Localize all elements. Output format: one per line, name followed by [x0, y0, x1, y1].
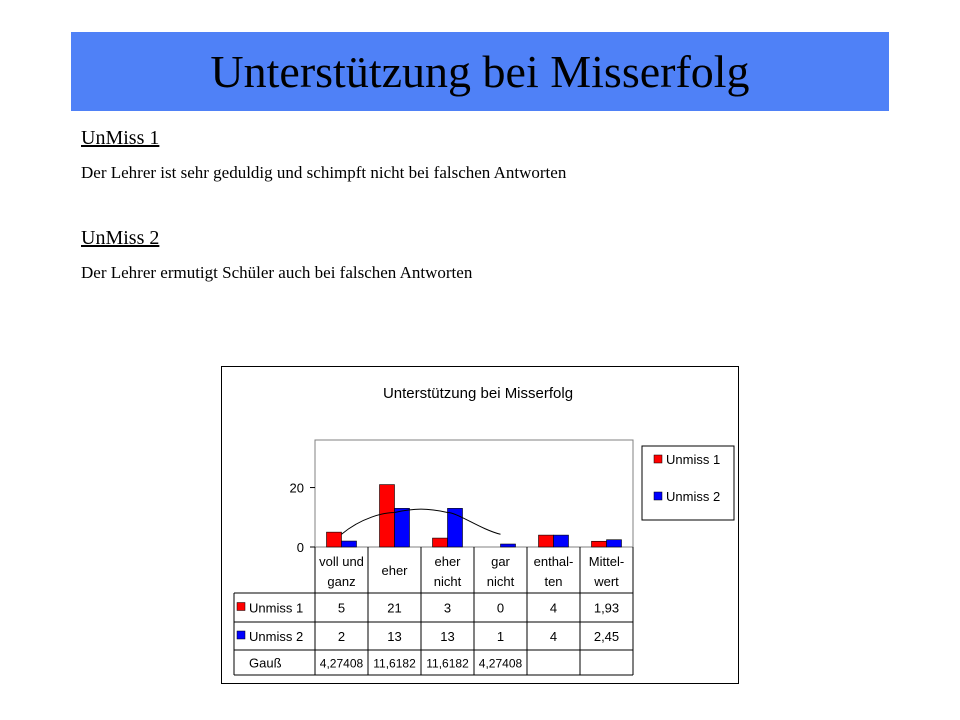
- bar-1-1: [327, 532, 342, 547]
- table-gauss-label: Gauß: [249, 655, 282, 671]
- table-legend-key-1: [237, 603, 245, 611]
- chart-svg: [222, 367, 738, 683]
- table-value-2-2: 13: [387, 629, 402, 644]
- table-value-1-4: 0: [496, 600, 505, 616]
- table-value-2-4: 1: [496, 629, 505, 644]
- bar-1-3: [433, 538, 448, 547]
- bar-2-4: [501, 544, 516, 547]
- bar-2-6: [607, 540, 622, 547]
- table-value-1-6: 1,93: [593, 600, 620, 616]
- table-series-label-1: Unmiss 1: [249, 600, 304, 616]
- bar-2-5: [554, 535, 569, 547]
- category-label-6-line1: Mittel-: [588, 554, 625, 569]
- item-2-text: Der Lehrer ermutigt Schüler auch bei falschen Antworten: [81, 263, 473, 282]
- category-label-4-line1: gar: [491, 554, 510, 569]
- category-label-3-line1: eher: [434, 554, 461, 569]
- category-label-6-line2: wert: [594, 574, 619, 589]
- table-value-1-5: 4: [549, 600, 558, 616]
- category-label-1-line2: ganz: [327, 574, 356, 589]
- bar-2-2: [395, 508, 410, 547]
- slide-title: Unterstützung bei Misserfolg: [210, 46, 750, 97]
- table-legend-key-2: [237, 631, 245, 639]
- item-2-label: UnMiss 2: [81, 227, 160, 249]
- table-value-2-3: 13: [440, 629, 455, 644]
- legend-label-2: Unmiss 2: [666, 489, 721, 504]
- table-value-1-1: 5: [337, 600, 346, 616]
- category-label-4-line2: nicht: [486, 574, 515, 589]
- category-label-2: eher: [381, 563, 408, 578]
- table-value-2-5: 4: [549, 629, 558, 644]
- table-series-label-2: Unmiss 2: [249, 629, 304, 644]
- bar-1-6: [592, 541, 607, 547]
- slide-title-bar: [71, 32, 889, 111]
- item-1-label: UnMiss 1: [81, 127, 160, 149]
- table-value-2-6: 2,45: [593, 629, 620, 644]
- y-tick-label: 0: [296, 540, 304, 555]
- table-gauss-value-2: 11,6182: [373, 656, 416, 671]
- category-label-5-line2: ten: [544, 574, 563, 589]
- legend-label-1: Unmiss 1: [666, 452, 721, 467]
- table-value-2-1: 2: [337, 629, 346, 644]
- chart-frame: [221, 366, 739, 684]
- category-label-3-line2: nicht: [433, 574, 462, 589]
- table-gauss-value-3: 11,6182: [426, 656, 469, 671]
- bar-2-1: [342, 541, 357, 547]
- y-tick-label: 20: [289, 480, 304, 496]
- bar-1-2: [380, 485, 395, 547]
- category-label-1-line1: voll und: [319, 554, 364, 569]
- table-value-1-3: 3: [443, 600, 452, 616]
- legend-key-1: [654, 455, 662, 463]
- table-gauss-value-4: 4,27408: [478, 656, 523, 671]
- category-label-5-line1: enthal-: [533, 554, 574, 569]
- legend-key-2: [654, 492, 662, 500]
- table-gauss-value-1: 4,27408: [319, 656, 364, 671]
- item-1-text: Der Lehrer ist sehr geduldig und schimpft nicht bei falschen Antworten: [81, 163, 567, 182]
- chart-title: Unterstützung bei Misserfolg: [382, 385, 574, 402]
- table-value-1-2: 21: [387, 600, 402, 616]
- bar-1-5: [539, 535, 554, 547]
- plot-area: [315, 440, 633, 547]
- gauss-curve: [342, 509, 501, 534]
